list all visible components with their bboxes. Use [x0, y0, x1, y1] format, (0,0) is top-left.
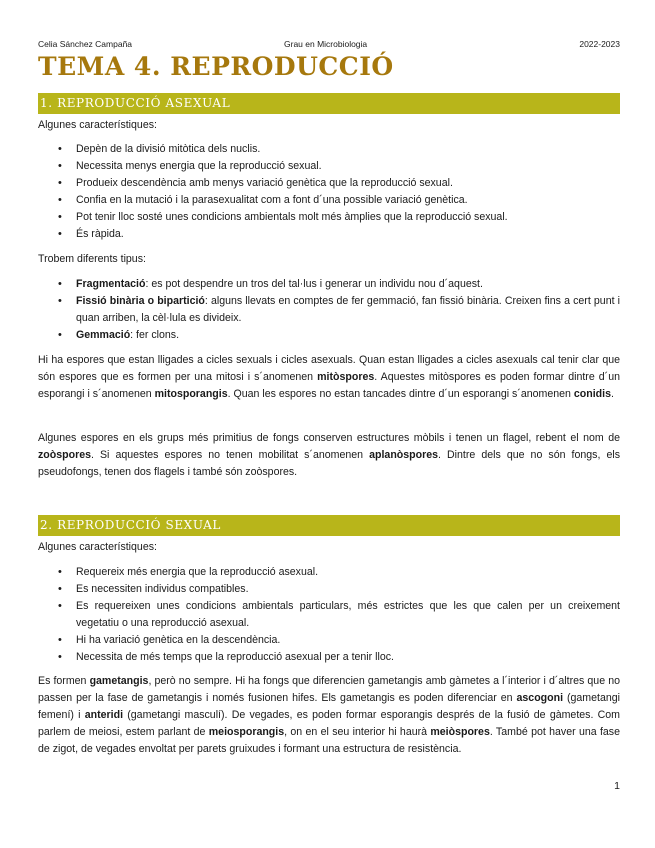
section-1-paragraph-2: Algunes espores en els grups més primitius de fongs conserven estructures mòbils i tenen un flagel, rebent el nom de zoòspores. Si aquestes espores no tenen mobilitat s´anomenen aplanòspores. Dintre dels que no són fongs, els pseudofongs, tenen dos flagels i també són zoòspores.	[38, 432, 620, 478]
list-item: • Es necessiten individus compatibles.	[38, 581, 620, 598]
document-title: TEMA 4. REPRODUCCIÓ	[38, 52, 394, 81]
page-number: 1	[614, 780, 620, 792]
section-2-heading: 2. REPRODUCCIÓ SEXUAL	[38, 515, 620, 536]
list-item: • Necessita de més temps que la reproducció asexual per a tenir lloc.	[38, 649, 620, 666]
list-item: • Necessita menys energia que la reproducció sexual.	[38, 158, 620, 175]
section-1-types-intro: Trobem diferents tipus:	[38, 253, 146, 265]
list-item: • Gemmació: fer clons.	[38, 327, 620, 344]
term: Gemmació	[76, 329, 131, 341]
header-degree: Grau en Microbiologia	[284, 39, 368, 49]
section-2-features	[38, 564, 620, 666]
list-item: • Produeix descendència amb menys variació genètica que la reproducció sexual.	[38, 175, 620, 192]
section-1-intro: Algunes característiques:	[38, 119, 157, 131]
term: Fragmentació	[76, 278, 146, 290]
section-1-paragraph-1: Hi ha espores que estan lligades a cicles sexuals i cicles asexuals. Quan estan lligades a cicles asexuals cal tenir clar que són espores que es formen per una mitosi i s´anomenen mitòspores. Aquestes mitòspores es poden formar dintre d´un esporangi i s´anomenen mitosporangis. Quan les espores no estan tancades dintre d´un esporangi s´anomenen conidis.	[38, 354, 620, 400]
list-item: • És ràpida.	[38, 226, 620, 243]
list-item: • Es requereixen unes condicions ambientals particulars, més estrictes que les que calen per un creixement vegetatiu o una reproducció asexual.	[38, 598, 620, 632]
section-2-paragraph-1: Es formen gametangis, però no sempre. Hi ha fongs que diferencien gametangis amb gàmetes a l´interior i d´altres que no passen per la fase de gametangis i només fusionen hifes. Els gametangis es poden diferenciar en ascogoni (gametangi femení) i anteridi (gametangi masculí). De vegades, es poden formar esporangis després de la fusió de gàmetes. Com parlem de meiosi, estem parlant de meiosporangis, on en el seu interior hi haurà meiòspores. També pot haver una fase de zigot, de vegades envoltat per parets gruixudes i formant una estructura de resistència.	[38, 675, 620, 755]
header-author: Celia Sánchez Campaña	[38, 39, 133, 49]
term: Fissió binària o bipartició	[76, 295, 205, 307]
section-1-features	[38, 141, 620, 243]
list-item: • Fissió binària o bipartició: alguns llevats en comptes de fer gemmació, fan fissió binària. Creixen fins a cert punt i quan arriben, la cèl·lula es divideix.	[38, 293, 620, 327]
section-1-types	[38, 276, 620, 344]
list-item: • Confia en la mutació i la parasexualitat com a font d´una possible variació genètica.	[38, 192, 620, 209]
page-header	[38, 39, 620, 51]
list-item: • Requereix més energia que la reproducció asexual.	[38, 564, 620, 581]
list-item: • Depèn de la divisió mitòtica dels nuclis.	[38, 141, 620, 158]
section-1-heading: 1. REPRODUCCIÓ ASEXUAL	[38, 93, 620, 114]
header-year: 2022-2023	[579, 39, 620, 49]
list-item: • Pot tenir lloc sosté unes condicions ambientals molt més àmplies que la reproducció sexual.	[38, 209, 620, 226]
list-item: • Fragmentació: es pot despendre un tros del tal·lus i generar un individu nou d´aquest.	[38, 276, 620, 293]
section-2-intro: Algunes característiques:	[38, 541, 157, 553]
list-item: • Hi ha variació genètica en la descendència.	[38, 632, 620, 649]
